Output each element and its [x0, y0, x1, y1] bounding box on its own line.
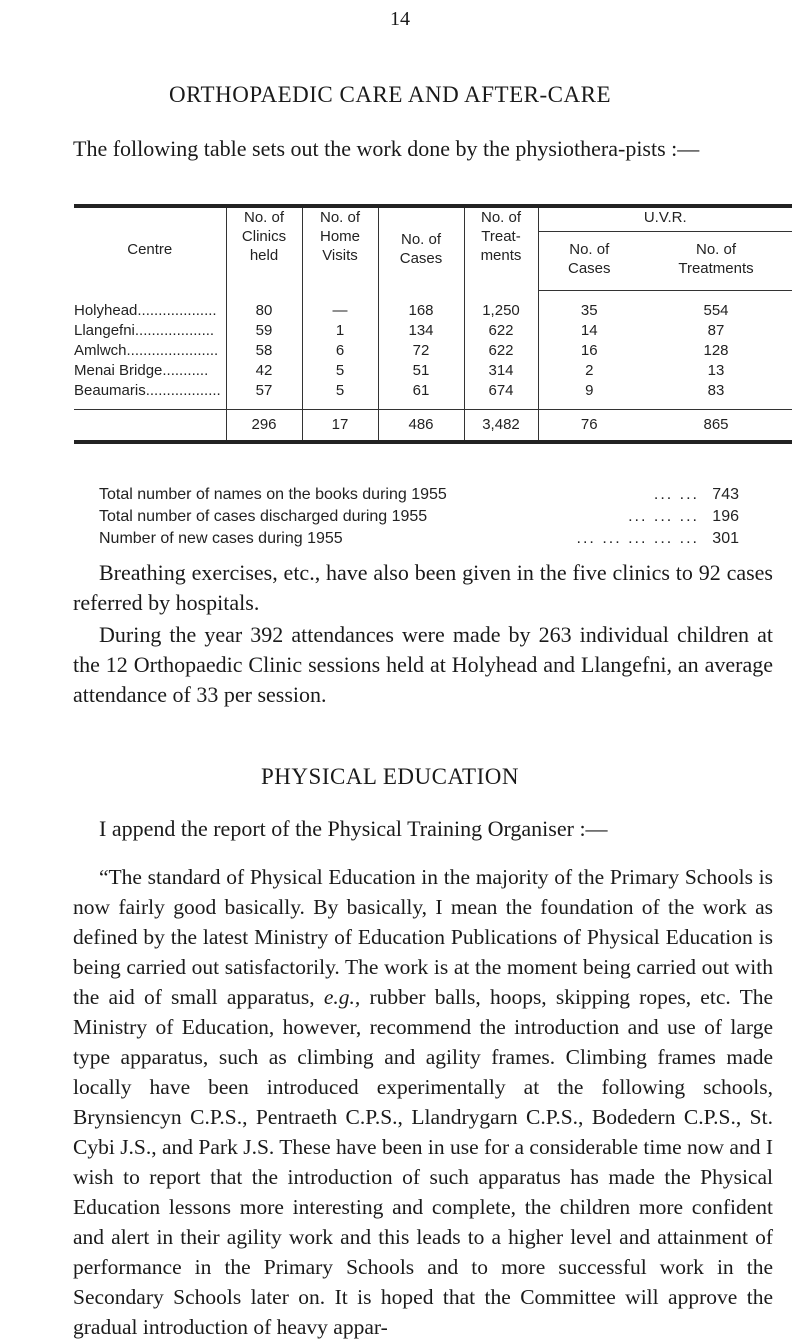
total-clinics: 296	[226, 410, 302, 443]
total-cases: 486	[378, 410, 464, 443]
cell-cases: 61	[378, 381, 464, 410]
cell-home-visits: —	[302, 291, 378, 322]
cell-clinics: 58	[226, 341, 302, 361]
header-cases: No. of Cases	[378, 206, 464, 291]
total-treatments: 3,482	[464, 410, 538, 443]
leader-dots: ... ... ...	[628, 508, 699, 525]
intro-paragraph: The following table sets out the work done by the physiothera-pists :—	[73, 136, 700, 161]
row-centre-name: Amlwch	[74, 342, 127, 359]
cell-uvr-treatments: 13	[707, 362, 725, 379]
cell-uvr-cases: 9	[538, 381, 640, 410]
header-treatments: No. of Treat- ments	[464, 206, 538, 291]
cell-clinics: 57	[226, 381, 302, 410]
table-row	[74, 321, 792, 341]
cell-uvr-cases: 14	[538, 321, 640, 341]
emphasis-eg: e.g.,	[323, 985, 361, 1009]
table-row	[74, 381, 792, 410]
leader-dots: ... ... ... ... ...	[576, 530, 699, 547]
paragraph-append: I append the report of the Physical Training Organiser :—	[99, 816, 608, 841]
leader-dots: ..................	[145, 382, 221, 399]
cell-treatments: 622	[464, 341, 538, 361]
summary-item	[99, 528, 739, 550]
summary-value: 743	[712, 486, 739, 503]
header-clinics: No. of Clinics held	[226, 206, 302, 291]
paragraph-breathing: Breathing exercises, etc., have also been given in the five clinics to 92 cases referred by hospitals.	[73, 560, 773, 615]
cell-uvr-treatments: 83	[707, 382, 725, 399]
cell-cases: 72	[378, 341, 464, 361]
summary-label: Total number of cases discharged during 1955	[99, 508, 428, 525]
page-number: 14	[390, 8, 410, 30]
summary-item	[99, 484, 739, 506]
summary-label: Number of new cases during 1955	[99, 530, 343, 547]
header-uvr: U.V.R.	[538, 206, 792, 232]
physiotherapy-table	[74, 204, 792, 444]
leader-dots: ......................	[126, 342, 219, 359]
header-centre: Centre	[127, 240, 173, 258]
cell-uvr-treatments: 554	[703, 302, 729, 319]
cell-cases: 168	[378, 291, 464, 322]
summary-value: 301	[712, 530, 739, 547]
cell-clinics: 80	[226, 291, 302, 322]
leader-dots: ...........	[162, 362, 209, 379]
leader-dots: ...................	[134, 322, 215, 339]
table-row	[74, 291, 792, 322]
cell-uvr-cases: 2	[538, 361, 640, 381]
total-uvr-cases: 76	[538, 410, 640, 443]
leader-dots: ...................	[137, 301, 217, 319]
cell-home-visits: 6	[302, 341, 378, 361]
row-centre-name: Holyhead	[74, 301, 138, 319]
cell-treatments: 674	[464, 381, 538, 410]
summary-list	[99, 484, 739, 550]
section-heading-orthopaedic: ORTHOPAEDIC CARE AND AFTER-CARE	[168, 82, 611, 107]
row-centre-name: Menai Bridge	[74, 362, 163, 379]
cell-home-visits: 1	[302, 321, 378, 341]
cell-treatments: 314	[464, 361, 538, 381]
cell-cases: 51	[378, 361, 464, 381]
paragraph-report: “The standard of Physical Education in the majority of the Primary Schools is now fairly good basically. By basically, I mean the foundation of the work as defined by the latest Ministry of Education Publications of Physical Education is being carried out satisfactorily. The work is at the moment being carried out with the aid of small apparatus, e.g., rubber balls, hoops, skipping ropes, etc. The Ministry of Education, however, recommend the introduction and use of large type apparatus, such as climbing and agility frames. Climbing frames made locally have been introduced experimentally at the following schools, Brynsiencyn C.P.S., Pentraeth C.P.S., Llandrygarn C.P.S., Bodedern C.P.S., St. Cybi J.S., and Park J.S. These have been in use for a considerable time now and I wish to report that the introduction of such apparatus has made the Physical Education lessons more interesting and complete, the children more confident and alert in their agility work and this leads to a higher level and attainment of performance in the Primary Schools and to more successful work in the Secondary Schools later on. It is hoped that the Committee will approve the gradual introduction of heavy appar-	[73, 865, 773, 1339]
cell-clinics: 42	[226, 361, 302, 381]
cell-home-visits: 5	[302, 361, 378, 381]
summary-label: Total number of names on the books during 1955	[99, 486, 447, 503]
header-uvr-treatments: No. of Treatments	[640, 232, 792, 291]
row-centre-name: Beaumaris	[74, 382, 146, 399]
cell-treatments: 622	[464, 321, 538, 341]
table-row	[74, 341, 792, 361]
total-uvr-treatments: 865	[640, 410, 792, 443]
table-total-row	[74, 410, 792, 443]
summary-value: 196	[712, 508, 739, 525]
cell-home-visits: 5	[302, 381, 378, 410]
cell-uvr-cases: 16	[538, 341, 640, 361]
cell-cases: 134	[378, 321, 464, 341]
header-uvr-cases: No. of Cases	[538, 232, 640, 291]
cell-uvr-treatments: 128	[703, 342, 729, 359]
cell-uvr-cases: 35	[538, 291, 640, 322]
leader-dots: ... ...	[653, 486, 699, 503]
cell-clinics: 59	[226, 321, 302, 341]
row-centre-name: Llangefni	[74, 322, 135, 339]
cell-treatments: 1,250	[464, 291, 538, 322]
section-heading-physical-education: PHYSICAL EDUCATION	[261, 764, 519, 789]
table-row	[74, 361, 792, 381]
paragraph-attendances: During the year 392 attendances were made by 263 individual children at the 12 Orthopaedic Clinic sessions held at Holyhead and Llangefni, an average attendance of 33 per session.	[73, 622, 773, 707]
header-home-visits: No. of Home Visits	[302, 206, 378, 291]
total-home-visits: 17	[302, 410, 378, 443]
summary-item	[99, 506, 739, 528]
cell-uvr-treatments: 87	[707, 322, 725, 339]
